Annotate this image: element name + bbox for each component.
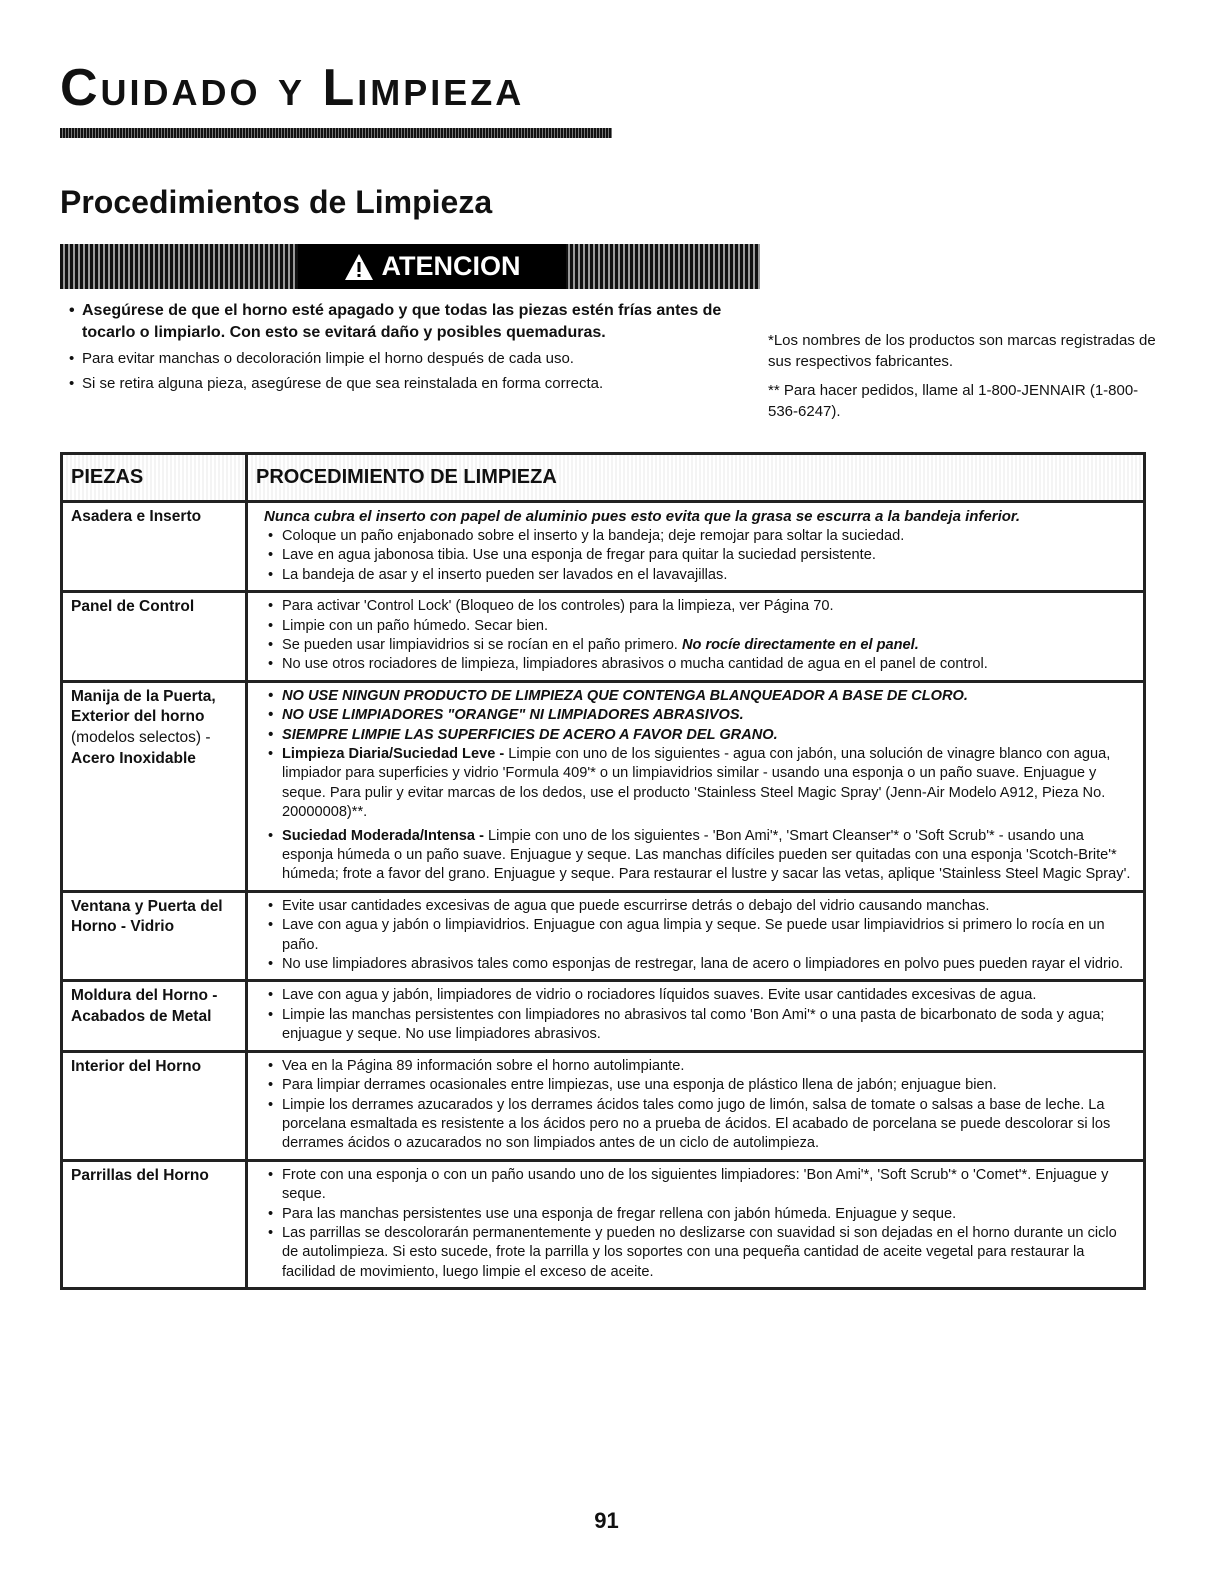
section-title: Procedimientos de Limpieza xyxy=(60,184,493,220)
warning-label xyxy=(298,244,566,289)
list-item-warning: • SIEMPRE LIMPIE LAS SUPERFICIES DE ACERO A FAVOR DEL GRANO. xyxy=(264,726,1135,745)
table-row xyxy=(62,502,1145,592)
order-note: ** Para hacer pedidos, llame al 1-800-JENNAIR (1-800-536-6247). xyxy=(768,382,1139,420)
procedure-cell xyxy=(247,592,1145,682)
list-item: • No use otros rociadores de limpieza, limpiadores abrasivos o mucha cantidad de agua en el panel de control. xyxy=(264,655,1135,674)
page-title: Cuidado y Limpieza xyxy=(60,59,525,117)
page-number: 91 xyxy=(594,1508,619,1533)
table-row xyxy=(62,592,1145,682)
part-name: Interior del Horno xyxy=(62,1051,247,1160)
warning-label-text: ATENCION xyxy=(381,251,521,281)
warning-banner xyxy=(60,244,760,289)
part-name-note: (modelos selectos) - xyxy=(71,729,211,746)
part-name-material: Acero Inoxidable xyxy=(71,749,196,767)
list-item-warning: • NO USE NINGUN PRODUCTO DE LIMPIEZA QUE CONTENGA BLANQUEADOR A BASE DE CLORO. xyxy=(264,687,1135,706)
list-item-text: Limpie con uno de los siguientes - 'Bon Ami'*, 'Smart Cleanser'* o 'Soft Scrub'* - usando una esponja húmeda o un paño suave. Enjuague y seque. Las manchas difíciles pueden ser quitadas con una esponja 'Scotch-Brite'* húmeda; frote a favor del grano. Enjuague y seque. Para restaurar el lustre y sacar las vetas, aplique 'Stainless Steel Magic Spray'. xyxy=(282,827,1131,883)
list-item: • Lave con agua y jabón, limpiadores de vidrio o rociadores líquidos suaves. Evite usar cantidades excesivas de agua. xyxy=(264,986,1135,1005)
list-item-lead: Suciedad Moderada/Intensa - xyxy=(282,827,484,844)
list-item: • Evite usar cantidades excesivas de agua que puede escurrirse detrás o debajo del vidrio causando manchas. xyxy=(264,897,1135,916)
procedure-cell xyxy=(247,1160,1145,1288)
warning-item: • Asegúrese de que el horno esté apagado y que todas las piezas estén frías antes de tocarlo o limpiarlo. Con esto se evitará daño y posibles quemaduras. xyxy=(60,300,760,343)
list-item: • Limpie con un paño húmedo. Secar bien. xyxy=(264,617,1135,636)
warning-triangle-icon xyxy=(344,253,374,281)
procedure-cell xyxy=(247,891,1145,981)
list-item: • Limpie las manchas persistentes con limpiadores no abrasivos tal como 'Bon Ami'* o una pasta de bicarbonato de soda y agua; enjuague y seque. No use limpiadores abrasivos. xyxy=(264,1006,1135,1045)
list-item xyxy=(264,827,1135,885)
list-item: • Vea en la Página 89 información sobre el horno autolimpiante. xyxy=(264,1057,1135,1076)
warning-item: • Si se retira alguna pieza, asegúrese de que sea reinstalada en forma correcta. xyxy=(60,374,760,394)
table-row xyxy=(62,981,1145,1051)
part-name: Panel de Control xyxy=(62,592,247,682)
list-item-text: Se pueden usar limpiavidrios si se rocían en el paño primero. xyxy=(282,636,678,653)
part-name: Moldura del Horno - Acabados de Metal xyxy=(62,981,247,1051)
list-item: • Lave en agua jabonosa tibia. Use una esponja de fregar para quitar la suciedad persistente. xyxy=(264,546,1135,565)
procedure-note: Nunca cubra el inserto con papel de aluminio pues esto evita que la grasa se escurra a la bandeja inferior. xyxy=(264,508,1021,525)
procedure-cell xyxy=(247,1051,1145,1160)
warning-item: • Para evitar manchas o decoloración limpie el horno después de cada uso. xyxy=(60,349,760,369)
list-item: • Para limpiar derrames ocasionales entre limpiezas, use una esponja de plástico llena de jabón; enjuague bien. xyxy=(264,1076,1135,1095)
table-row xyxy=(62,1160,1145,1288)
list-item xyxy=(264,745,1135,823)
list-item-emphasis: No rocíe directamente en el panel. xyxy=(681,636,919,653)
list-item: • Lave con agua y jabón o limpiavidrios. Enjuague con agua limpia y seque. Se puede usar limpiavidrios si primero lo rocía en un paño. xyxy=(264,916,1135,955)
procedure-cell xyxy=(247,981,1145,1051)
cleaning-table xyxy=(60,452,1146,1290)
list-item: • No use limpiadores abrasivos tales como esponjas de restregar, lana de acero o limpiadores en polvo pues pueden rayar el vidrio. xyxy=(264,955,1135,974)
list-item-lead: Limpieza Diaria/Suciedad Leve - xyxy=(282,746,505,762)
list-item: • Las parrillas se descolorarán permanentemente y pueden no deslizarse con suavidad si son dejadas en el horno durante un ciclo de autolimpieza. Si esto sucede, frote la parrilla y los soportes con una pequeña cantidad de aceite vegetal para restaurar la facilidad de movimiento, luego limpie el exceso de aceite. xyxy=(264,1224,1135,1282)
list-item: • Frote con una esponja o con un paño usando uno de los siguientes limpiadores: 'Bon Ami'*, 'Soft Scrub'* o 'Comet'*. Enjuague y seque. xyxy=(264,1166,1135,1205)
column-header-parts: PIEZAS xyxy=(62,454,247,502)
list-item: • Para las manchas persistentes use una esponja de fregar rellena con jabón húmeda. Enjuague y seque. xyxy=(264,1205,1135,1224)
footnotes xyxy=(768,330,1168,430)
list-item: • Para activar 'Control Lock' (Bloqueo de los controles) para la limpieza, ver Página 70. xyxy=(264,597,1135,616)
list-item: • Limpie los derrames azucarados y los derrames ácidos tales como jugo de limón, salsa de tomate o salsas a base de leche. La porcelana esmaltada es resistente a los ácidos pero no a prueba de ácidos. El acabado de porcelana se puede descolorar si los derrames ácidos o azucarados no son limpiados antes de un ciclo de autolimpieza. xyxy=(264,1096,1135,1154)
procedure-cell xyxy=(247,681,1145,891)
part-name: Asadera e Inserto xyxy=(62,502,247,592)
list-item: • Coloque un paño enjabonado sobre el inserto y la bandeja; deje remojar para soltar la suciedad. xyxy=(264,527,1135,546)
part-name: Ventana y Puerta del Horno - Vidrio xyxy=(62,891,247,981)
warning-list xyxy=(60,300,760,400)
table-row xyxy=(62,1051,1145,1160)
title-underline xyxy=(60,128,612,138)
trademark-note: *Los nombres de los productos son marcas registradas de sus respectivos fabricantes. xyxy=(768,332,1156,370)
list-item xyxy=(264,636,1135,655)
part-name xyxy=(62,681,247,891)
part-name: Parrillas del Horno xyxy=(62,1160,247,1288)
procedure-cell xyxy=(247,502,1145,592)
list-item: • La bandeja de asar y el inserto pueden ser lavados en el lavavajillas. xyxy=(264,566,1135,585)
list-item-warning: • NO USE LIMPIADORES "ORANGE" NI LIMPIADORES ABRASIVOS. xyxy=(264,706,1135,725)
table-row xyxy=(62,681,1145,891)
table-header-row xyxy=(62,454,1145,502)
list-item-text: Limpie con uno de los siguientes - agua con jabón, una solución de vinagre blanco con agua, limpiador para superficies y vidrio 'Formula 409'* o un limpiavidrios similar - usando una esponja o un paño suave. Enjuague y seque. Para pulir y evitar marcas de los dedos, use el producto 'Stainless Steel Magic Spray' (Jenn-Air Modelo A912, Pieza No. 20000008)**. xyxy=(282,746,1111,821)
part-name-main: Manija de la Puerta, Exterior del horno xyxy=(71,687,216,726)
table-row xyxy=(62,891,1145,981)
column-header-procedure: PROCEDIMIENTO DE LIMPIEZA xyxy=(247,454,1145,502)
